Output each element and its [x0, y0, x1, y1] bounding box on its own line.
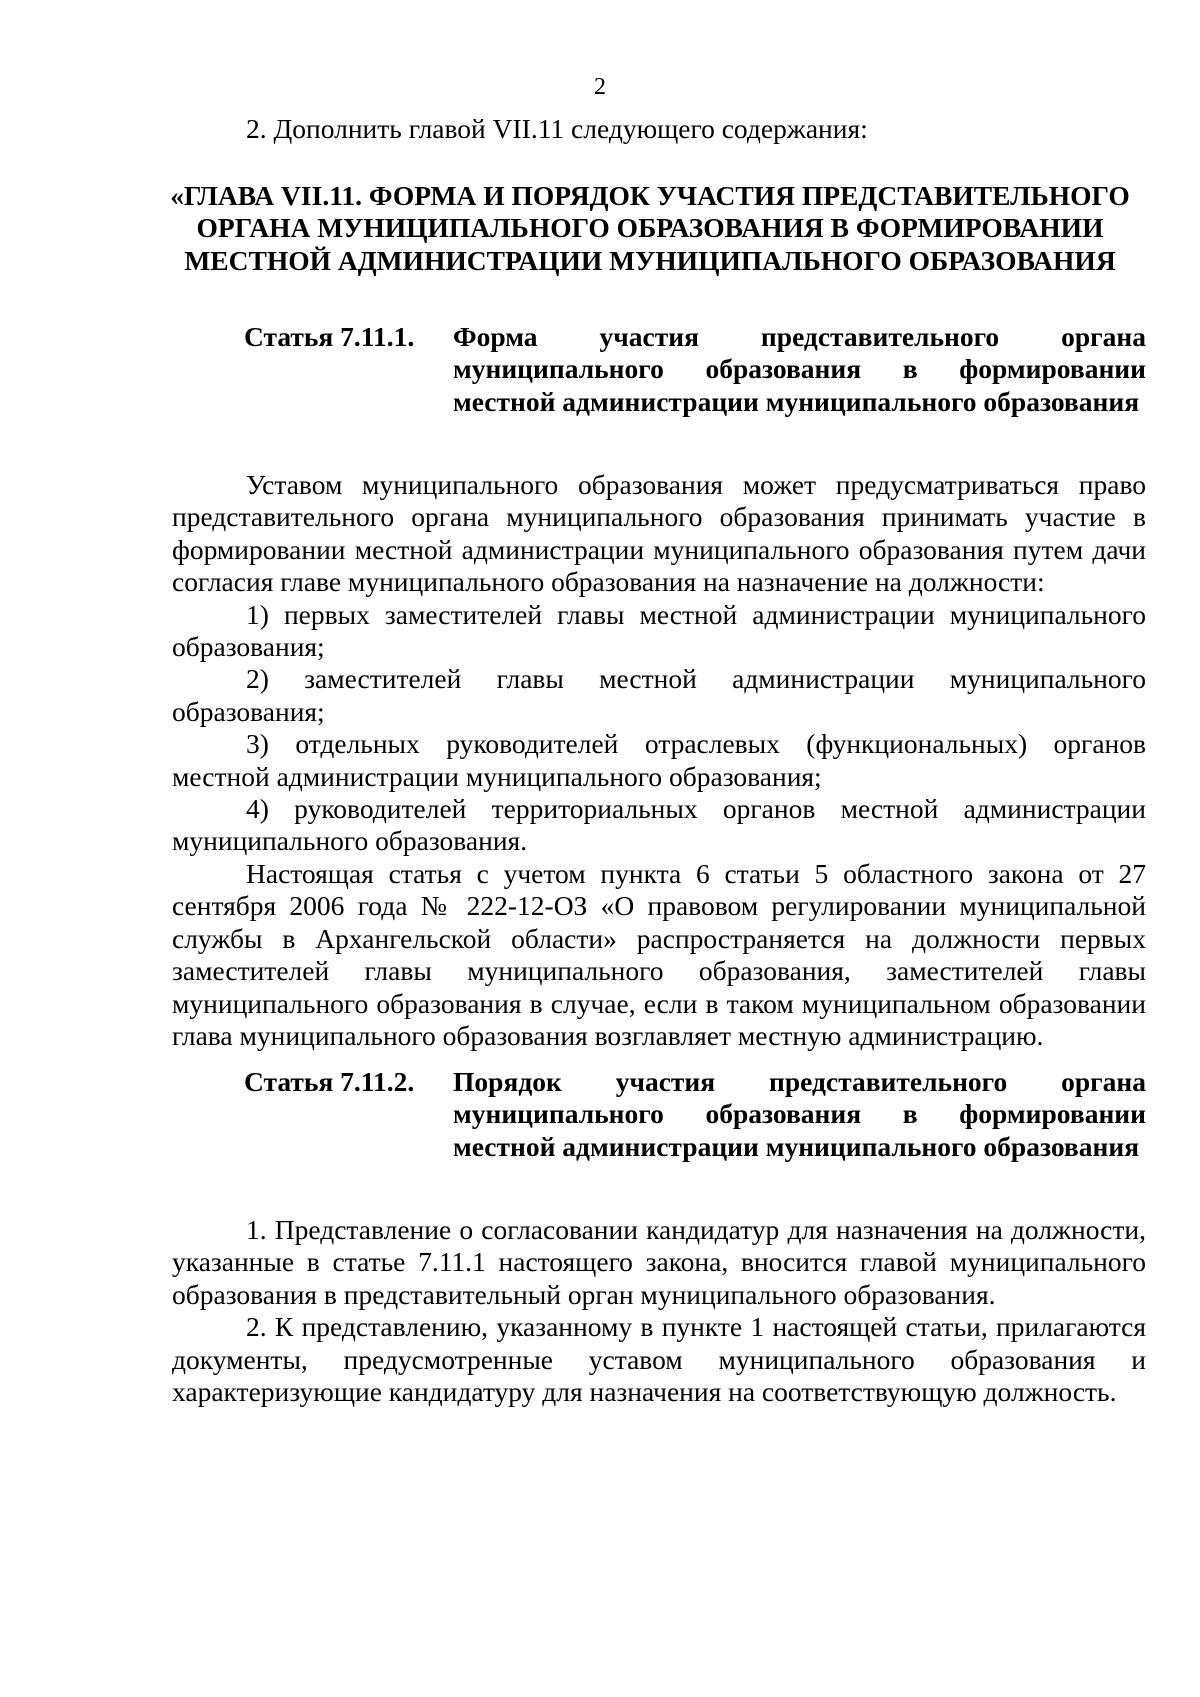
- intro-paragraph: 2. Дополнить главой VII.11 следующего содержания:: [246, 113, 868, 144]
- article-1-paragraph: Настоящая статья с учетом пункта 6 статьи 5 областного закона от 27 сентября 2006 года № 222-12-ОЗ «О правовом регулировании муниципальной службы в Архангельской области» распространяется на должности первых заместителей главы муниципального образования, заместителей главы муниципального образования в случае, если в таком муниципальном образовании глава муниципального образования возглавляет местную администрацию.: [172, 857, 1146, 1051]
- article-1-item-2: 2) заместителей главы местной администрации муниципального образования;: [172, 663, 1146, 727]
- article-1-body: [172, 469, 1146, 1052]
- article-2-paragraph-2: 2. К представлению, указанному в пункте 1 настоящей статьи, прилагаются документы, предусмотренные уставом муниципального образования и характеризующие кандидатуру для назначения на соответствующую должность.: [172, 1311, 1146, 1408]
- article-2-paragraph-1: 1. Представление о согласовании кандидатур для назначения на должности, указанные в статье 7.11.1 настоящего закона, вносится главой муниципального образования в представительный орган муниципального образования.: [172, 1214, 1146, 1310]
- article-1-paragraph: Уставом муниципального образования может предусматриваться право представительного органа муниципального образования принимать участие в формировании местной администрации муниципального образования путем дачи согласия главе муниципального образования на назначение на должности:: [172, 469, 1146, 598]
- intro-section: [172, 113, 1146, 145]
- article-1-item-4: 4) руководителей территориальных органов местной администрации муниципального образования.: [172, 793, 1146, 857]
- page-number: 2: [594, 74, 606, 100]
- article-1-item-3: 3) отдельных руководителей отраслевых (функциональных) органов местной администрации муниципального образования;: [172, 728, 1146, 792]
- article-2-number: Статья 7.11.2.: [244, 1066, 415, 1097]
- article-2-title: Порядок участия представительного органа муниципального образования в формировании местной администрации муниципального образования: [453, 1066, 1146, 1162]
- article-1-title: Форма участия представительного органа муниципального образования в формировании местной администрации муниципального образования: [453, 321, 1146, 417]
- article-1-number: Статья 7.11.1.: [244, 321, 415, 352]
- article-2-body: [172, 1214, 1146, 1408]
- article-1-item-1: 1) первых заместителей главы местной администрации муниципального образования;: [172, 598, 1146, 663]
- chapter-title: «ГЛАВА VII.11. ФОРМА И ПОРЯДОК УЧАСТИЯ ПРЕДСТАВИТЕЛЬНОГО ОРГАНА МУНИЦИПАЛЬНОГО ОБРАЗОВАНИЯ В ФОРМИРОВАНИИ МЕСТНОЙ АДМИНИСТРАЦИИ МУНИЦИПАЛЬНОГО ОБРАЗОВАНИЯ: [170, 180, 1130, 276]
